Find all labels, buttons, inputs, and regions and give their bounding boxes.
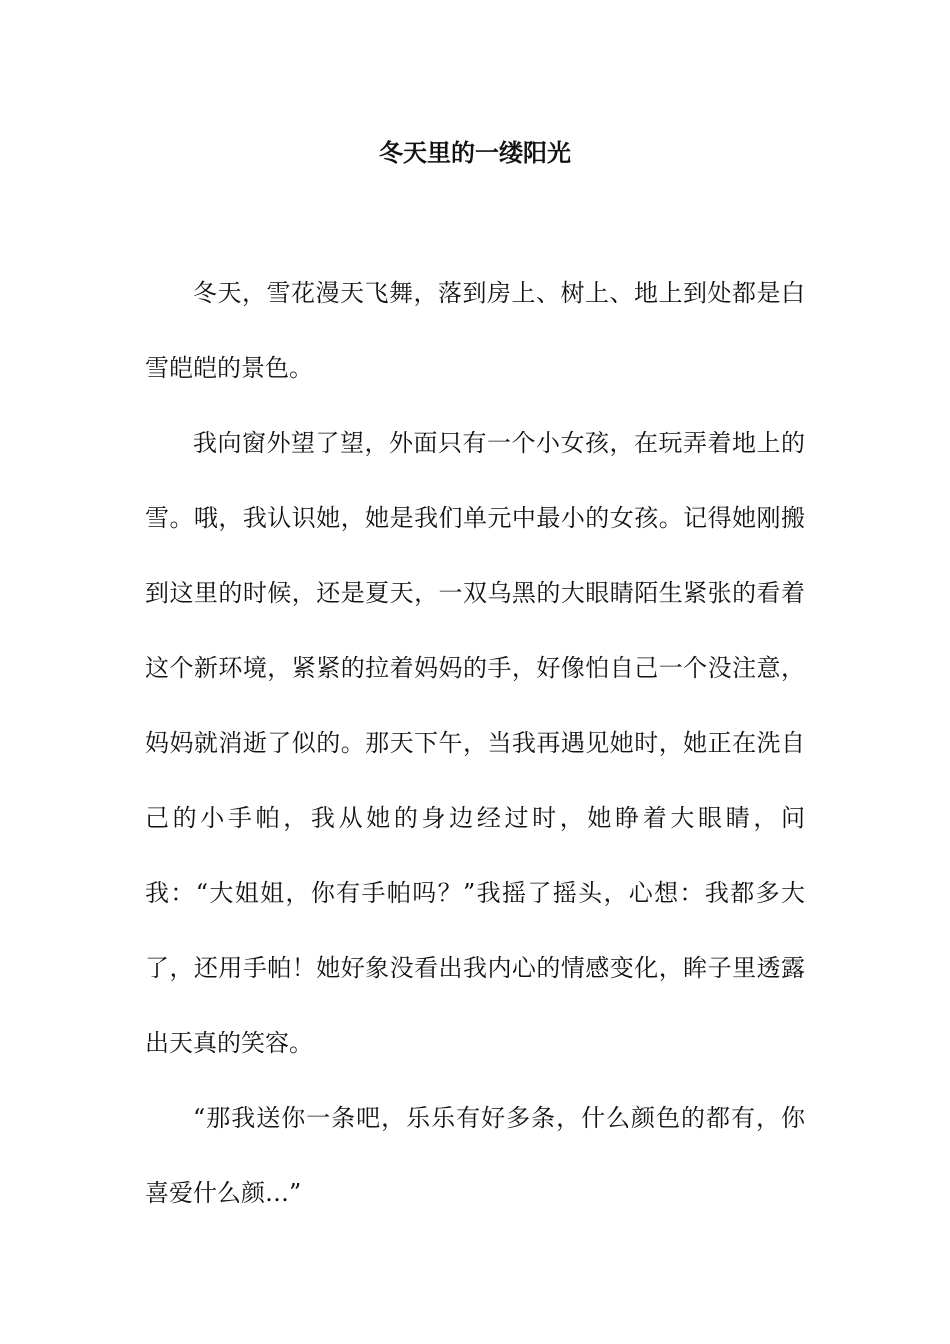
paragraph-1: 冬天，雪花漫天飞舞，落到房上、树上、地上到处都是白雪皑皑的景色。 (145, 279, 805, 382)
paragraph-3: “那我送你一条吧，乐乐有好多条，什么颜色的都有，你喜爱什么颜…” (145, 1104, 805, 1207)
paragraph-2: 我向窗外望了望，外面只有一个小女孩，在玩弄着地上的雪。哦，我认识她，她是我们单元中最小的女孩。记得她刚搬到这里的时候，还是夏天，一双乌黑的大眼睛陌生紧张的看着这个新环境，紧紧的拉着妈妈的手，好像怕自己一个没注意，妈妈就消逝了似的。那天下午，当我再遇见她时，她正在洗自己的小手帕，我从她的身边经过时，她睁着大眼睛，问我：“大姐姐，你有手帕吗？”我摇了摇头，心想：我都多大了，还用手帕！她好象没看出我内心的情感变化，眸子里透露出天真的笑容。 (145, 429, 805, 1057)
document-body (145, 256, 805, 1231)
document-title: 冬天里的一缕阳光 (379, 138, 571, 167)
